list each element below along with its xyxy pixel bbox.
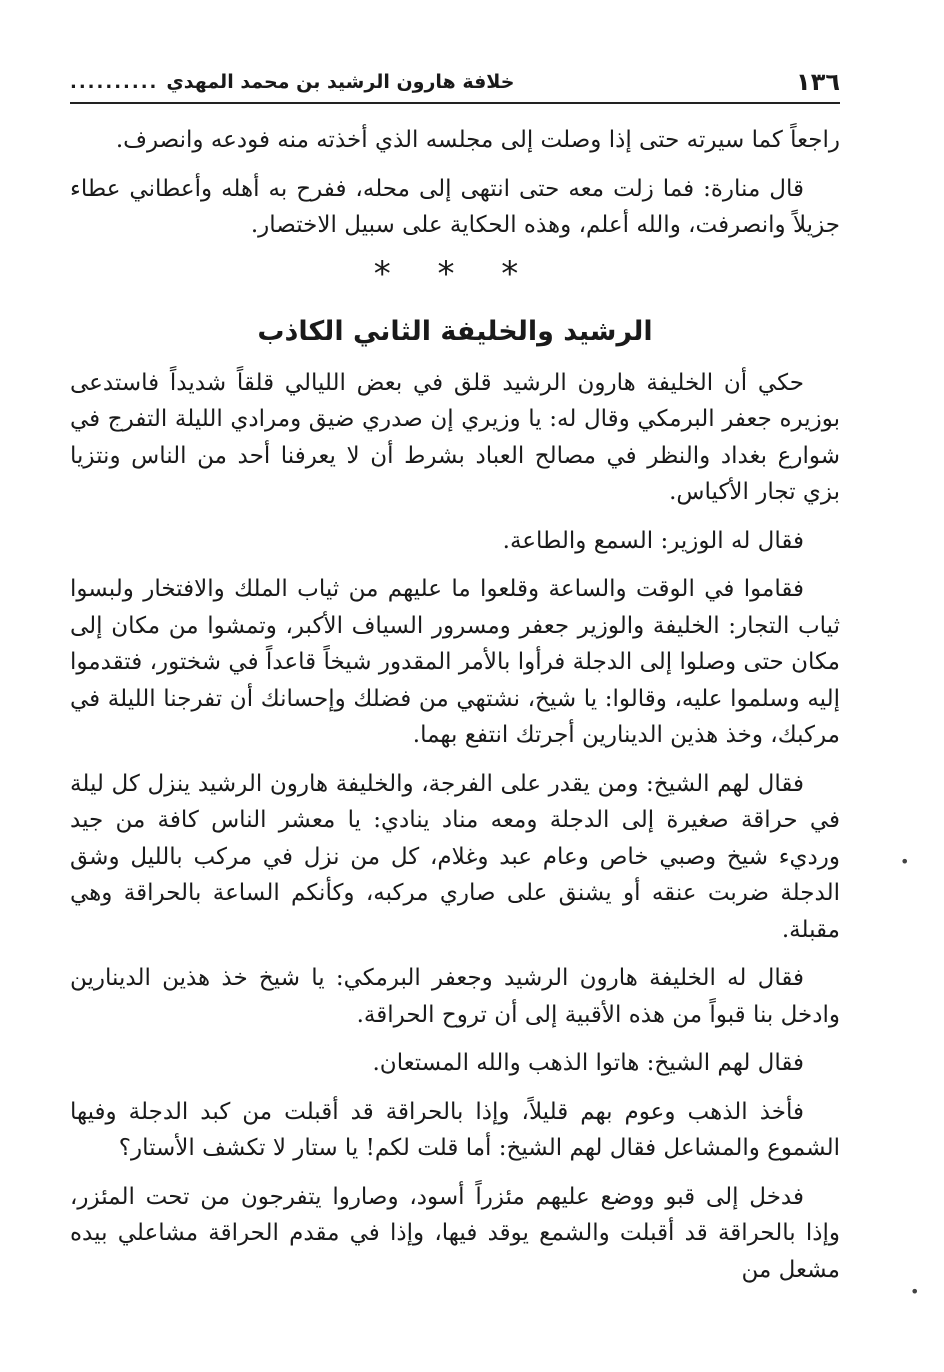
- running-title: خلافة هارون الرشيد بن محمد المهدي: [166, 71, 515, 93]
- page-body: [70, 122, 840, 1300]
- page-number: ١٣٦: [796, 68, 840, 96]
- header-title-group: [70, 71, 514, 93]
- story-paragraph: فقال له الخليفة هارون الرشيد وجعفر البرمكي: يا شيخ خذ هذين الدينارين وادخل بنا قبواً من هذه الأقبية إلى أن تروح الحراقة.: [70, 965, 840, 1028]
- running-header: [70, 62, 840, 104]
- header-leader-dots: ..........: [70, 71, 159, 93]
- story-paragraph: حكي أن الخليفة هارون الرشيد قلق في بعض الليالي قلقاً شديداً فاستدعى بوزيره جعفر البرمكي وقال له: يا وزيري إن صدري ضيق ومرادي الليلة التفرج في شوارع بغداد والنظر في مصالح العباد بشرط أن لا يعرفنا أحد من الناس ونتزيا بزي تجار الأكياس.: [70, 369, 840, 505]
- story-paragraph: فدخل إلى قبو ووضع عليهم مئزراً أسود، وصاروا يتفرجون من تحت المئزر، وإذا بالحراقة قد أقبلت والشمع يوقد فيها، وإذا في مقدم الحراقة مشاعلي بيده مشعل من: [70, 1183, 840, 1283]
- intro-paragraph-2: قال منارة: فما زلت معه حتى انتهى إلى محله، ففرح به أهله وأعطاني عطاء جزيلاً وانصرفت، والله أعلم، وهذه الحكاية على سبيل الاختصار.: [70, 175, 840, 238]
- story-paragraph: فقال لهم الشيخ: ومن يقدر على الفرجة، والخليفة هارون الرشيد ينزل كل ليلة في حراقة صغيرة إلى الدجلة ومعه مناد ينادي: يا معشر الناس كافة من جيد ورديء شيخ وصبي خاص وعام عبد وغلام، كل من نزل في مركب بالليل وشق الدجلة ضربت عنقه أو يشنق على صاري مركبه، وكأنكم الساعة بالحراقة وهي مقبلة.: [70, 770, 840, 943]
- section-heading: الرشيد والخليفة الثاني الكاذب: [257, 316, 653, 347]
- section-separator: * * *: [373, 253, 537, 294]
- story-paragraph: فقاموا في الوقت والساعة وقلعوا ما عليهم من ثياب الملك والافتخار ولبسوا ثياب التجار: الخليفة والوزير جعفر ومسرور السياف الأكبر، وتمشوا من مكان إلى مكان حتى وصلوا إلى الدجلة فرأوا بالأمر المقدور شيخاً قاعداً في شختور، فتقدموا إليه وسلموا عليه، وقالوا: يا شيخ، نشتهي من فضلك وإحسانك أن تفرجنا الليلة في مركبك، وخذ هذين الدينارين أجرتك انتفع بهما.: [70, 576, 840, 748]
- intro-paragraph-1: راجعاً كما سيرته حتى إذا وصلت إلى مجلسه الذي أخذته منه فودعه وانصرف.: [115, 127, 840, 153]
- margin-dot-mark: •: [900, 852, 910, 871]
- story-paragraph: فقال لهم الشيخ: هاتوا الذهب والله المستعان.: [372, 1050, 804, 1076]
- margin-dot-mark: •: [910, 1282, 920, 1301]
- story-paragraph: فأخذ الذهب وعوم بهم قليلاً، وإذا بالحراقة قد أقبلت من كبد الدجلة وفيها الشموع والمشاعل فقال لهم الشيخ: أما قلت لكم! يا ستار لا تكشف الأستار؟: [70, 1098, 840, 1161]
- story-paragraph: فقال له الوزير: السمع والطاعة.: [502, 527, 804, 554]
